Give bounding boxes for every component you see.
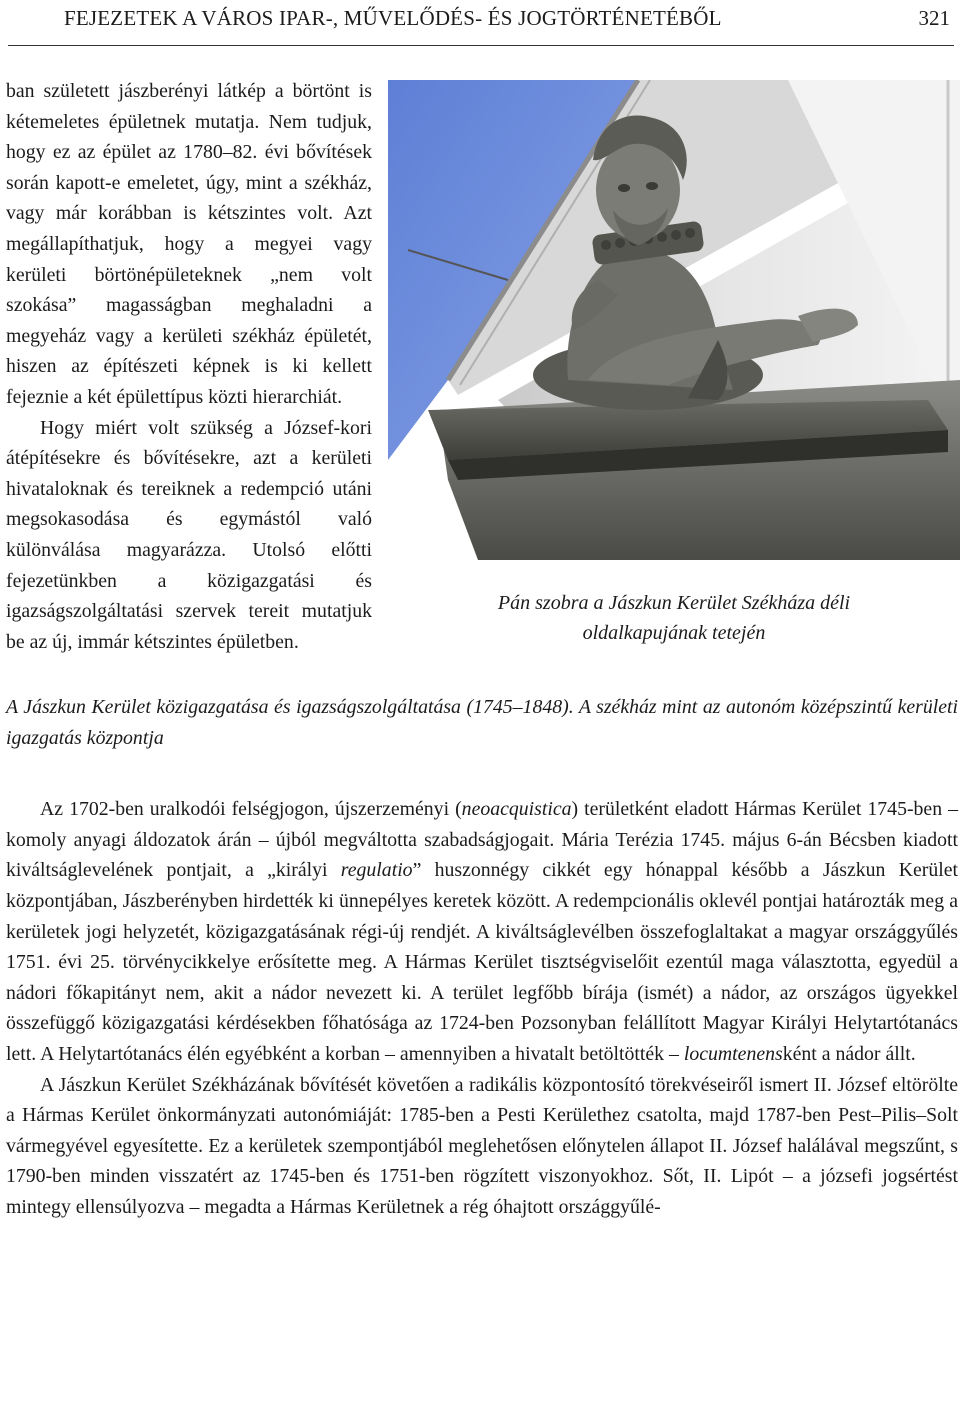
page-number: 321	[918, 6, 950, 30]
paragraph-2: Hogy miért volt szükség a József-kori átépítésekre és bővítésekre, azt a kerületi hivataloknak és tereiknek a redempció utáni megsokasodása és egymástól való különválása magyarázza. Utolsó előtti fejezetünkben a közigazgatási és igazságszolgáltatási szervek tereit mutatjuk be az új, immár kétszintes épületben.	[6, 416, 372, 653]
section-title: A Jászkun Kerület közigazgatása és igazságszolgáltatása (1745–1848). A székház mint az autonóm középszintű kerületi igazgatás központja	[6, 696, 958, 750]
paragraph-3	[6, 794, 958, 1069]
page-header	[0, 0, 960, 40]
paragraph-1: ban született jászberényi látkép a börtönt is kétemeletes épületnek mutatja. Nem tudjuk, hogy ez az épület az 1780–82. évi bővítések során kapott-e emeletet, úgy, mint a székház, vagy már korábban is kétszintes volt. Azt megállapíthatjuk, hogy a megyei vagy kerületi börtönépületeknek „nem volt szokása” magasságban meghaladni a megyeház vagy a kerületi székház épületét, hiszen az építészeti képnek is ki kellett fejeznie a két épülettípus közti hierarchiát.	[6, 80, 372, 408]
paragraph-3-part-d: ként a nádor állt.	[782, 1043, 916, 1066]
running-head: FEJEZETEK A VÁROS IPAR-, MŰVELŐDÉS- ÉS JOGTÖRTÉNETÉBŐL	[64, 6, 722, 30]
paragraph-4: A Jászkun Kerület Székházának bővítését követően a radikális központosító törekvéseiről ismert II. József eltörölte a Hármas Kerület önkormányzati autonómiáját: 1785-ben a Pesti Kerülethez csatolta, majd 1787-ben Pest–Pilis–Solt vármegyével egyesítette. Ez a kerületek szempontjából meglehetősen előnytelen állapot II. József halálával megszűnt, s 1790-ben minden visszatért az 1745-ben és 1751-ben rögzített viszonyokhoz. Sőt, II. Lipót – a józsefi jogsértést mintegy ellensúlyozva – megadta a Hármas Kerületnek a rég óhajtott országgyűlé-	[6, 1073, 958, 1218]
figure-caption-line-2: oldalkapujának tetején	[582, 622, 766, 644]
paragraph-3-part-c: ” huszonnégy cikkét egy hónappal később a Jászkun Kerület központjában, Jászberényben hirdették ki ünnepélyes keretek között. A redempcionális oklevél pontjai határozták meg a kerületek jogi helyzetét, közigazgatásának régi-új rendjét. A kiváltságlevélben összefoglaltakat a magyar országgyűlés 1751. évi 25. törvénycikkelye erősítette meg. A Hármas Kerület tisztségviselőit ezentúl maga választotta, egyedül a nádori főkapitányt nem, akit a nádor nevezett ki. A terület legfőbb bírája (ismét) a nádor, az országos ügyekkel összefüggő közigazgatási kérdésekben főhatósága az 1724-ben Pozsonyban felállított Magyar Királyi Helytartótanács lett. A Helytartótanács élén egyébként a korban – amennyiben a hivatalt betöltötték –	[6, 859, 959, 1066]
paragraph-3-term-regulatio: regulatio	[340, 859, 413, 882]
paragraph-3-term-neoacquistica: neoacquistica	[461, 798, 572, 821]
figure-caption-line-1: Pán szobra a Jászkun Kerület Székháza déli	[497, 592, 851, 614]
pan-statue-photo	[388, 80, 960, 560]
page-body	[6, 76, 958, 1223]
paragraph-3-term-locumtenens: locumtenens	[683, 1043, 783, 1066]
header-rule	[8, 45, 954, 46]
figure	[388, 80, 960, 655]
figure-caption	[388, 588, 960, 648]
paragraph-3-part-a: Az 1702-ben uralkodói felségjogon, újszerzeményi (	[40, 798, 462, 821]
paragraph-3-part-b: ) területként eladott Hármas Kerület 1745-ben – komoly anyagi áldozatok árán – újból megváltotta szabadságjogait. Mária Terézia 1745. május 6-án Bécsben kiadott kiváltságlevelének pontjait, a „királyi	[6, 798, 958, 882]
